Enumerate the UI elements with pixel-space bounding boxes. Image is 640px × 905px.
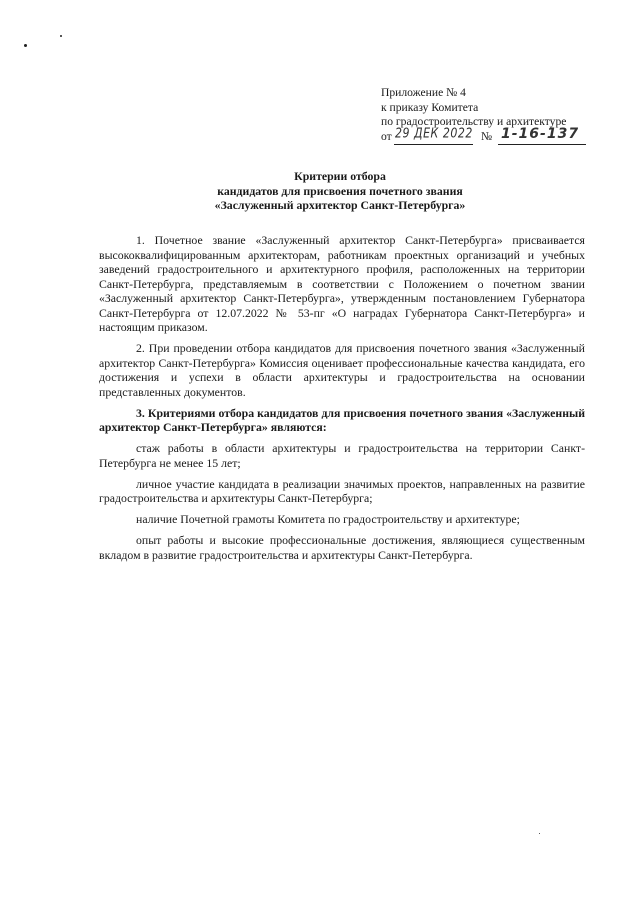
criterion-certificate: наличие Почетной грамоты Комитета по градостроительству и архитектуре; — [136, 512, 520, 526]
document-body — [99, 233, 585, 569]
criterion-experience: стаж работы в области архитектуры и градостроительства на территории Санкт-Петербурга не менее 15 лет; — [99, 441, 585, 470]
scan-speck — [60, 35, 62, 37]
document-title — [120, 169, 560, 213]
title-line-2: кандидатов для присвоения почетного звания — [217, 183, 463, 198]
paragraph-3-criteria-heading: 3. Критериями отбора кандидатов для присвоения почетного звания «Заслуженный архитектор Санкт-Петербурга» являются: — [99, 405, 585, 434]
number-prefix: № — [481, 129, 493, 143]
date-underline — [394, 144, 473, 145]
handwritten-order-number: 1-16-137 — [501, 125, 580, 142]
order-date-number-line — [381, 125, 611, 146]
scan-speck — [24, 44, 27, 47]
scan-speck — [539, 833, 540, 834]
handwritten-date: 29 ДЕК 2022 — [395, 125, 473, 141]
appendix-number: Приложение № 4 — [381, 86, 466, 99]
title-line-3: «Заслуженный архитектор Санкт-Петербурга» — [214, 198, 466, 212]
title-line-1: Критерии отбора — [294, 169, 386, 183]
appendix-order-ref: к приказу Комитета — [381, 100, 479, 114]
criterion-projects: личное участие кандидата в реализации значимых проектов, направленных на развитие градостроительства и архитектуры Санкт-Петербурга; — [99, 476, 585, 505]
criterion-achievements: опыт работы и высокие профессиональные достижения, являющиеся существенным вкладом в развитие градостроительства и архитектуры Санкт-Петербурга. — [99, 533, 585, 562]
date-prefix: от — [381, 129, 392, 143]
number-underline — [498, 144, 586, 145]
appendix-header — [381, 86, 611, 146]
appendix-committee: по градостроительству и архитектуре — [381, 115, 567, 128]
paragraph-1: 1. Почетное звание «Заслуженный архитектор Санкт-Петербурга» присваивается высококвалифицированным архитекторам, работникам проектных организаций и учебных заведений градостроительного и архитектурного профиля, расположенных на территории Санкт-Петербурга, представляемым в соответствии с Положением о почетном звании «Заслуженный архитектор Санкт-Петербурга», утвержденным постановлением Губернатора Санкт-Петербурга от 12.07.2022 № 53-пг «О наградах Губернатора Санкт-Петербурга» и настоящим приказом. — [99, 233, 585, 334]
paragraph-2: 2. При проведении отбора кандидатов для присвоения почетного звания «Заслуженный архитектор Санкт-Петербурга» Комиссия оценивает профессиональные качества кандидата, его достижения и успехи в области архитектуры и градостроительства на основании представленных документов. — [99, 341, 585, 399]
